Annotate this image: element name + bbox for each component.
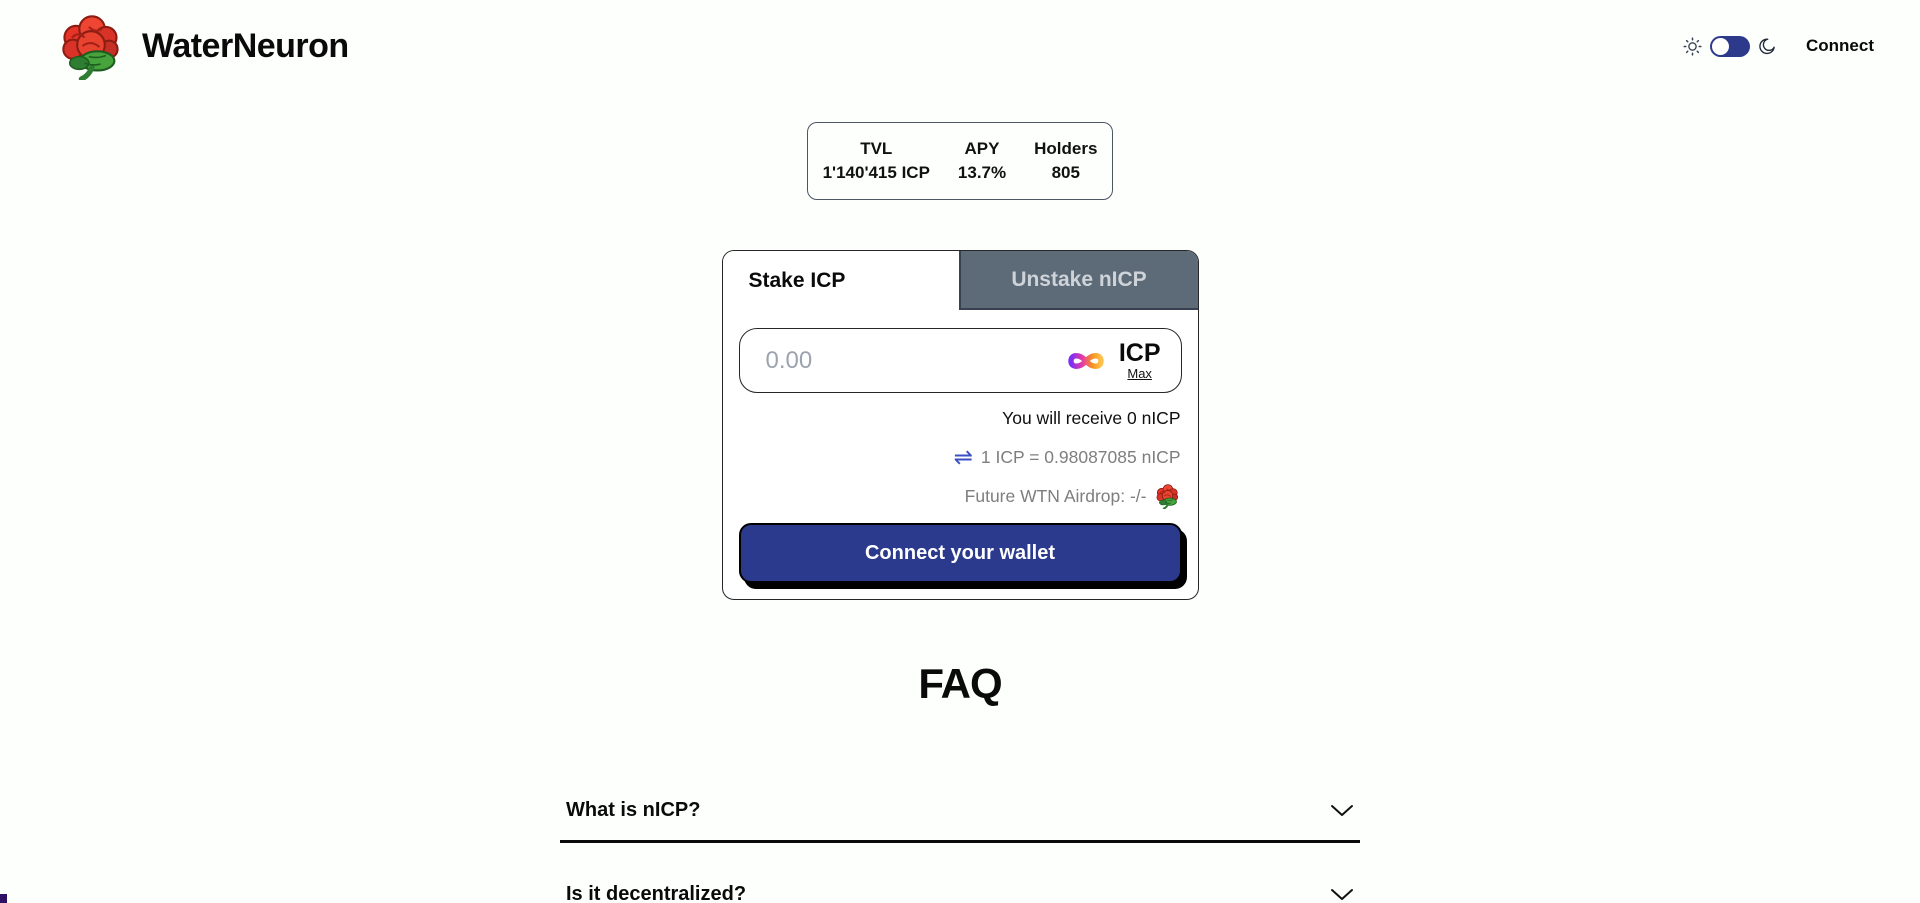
stat-label: Holders [1034, 139, 1098, 158]
faq-heading: FAQ [918, 660, 1002, 707]
stat-apy [958, 139, 1006, 183]
wtn-brain-icon [1154, 483, 1181, 509]
tab-stake-icp[interactable]: Stake ICP [723, 251, 959, 310]
token-meta [1118, 338, 1161, 381]
brand-name: WaterNeuron [142, 26, 349, 65]
stat-value: 1'140'415 ICP [822, 163, 930, 182]
swap-arrows-icon[interactable]: ⇌ [953, 444, 973, 470]
chevron-down-icon [1330, 888, 1354, 901]
sun-icon [1683, 37, 1702, 56]
icp-infinity-logo [1063, 348, 1109, 374]
stat-label: APY [964, 139, 1000, 158]
corner-artifact [0, 894, 7, 903]
staking-tabs [723, 251, 1198, 310]
exchange-rate-row [740, 445, 1181, 469]
waterneuron-brain-logo [54, 12, 128, 80]
faq-question: What is nICP? [566, 799, 701, 821]
receive-estimate: You will receive 0 nICP [1002, 408, 1181, 428]
airdrop-text: Future WTN Airdrop: -/- [964, 485, 1147, 506]
app-header [0, 0, 1920, 92]
exchange-rate-text: 1 ICP = 0.98087085 nICP [980, 447, 1181, 467]
moon-icon [1758, 37, 1776, 55]
amount-input[interactable] [740, 347, 1063, 375]
amount-input-row [739, 328, 1182, 393]
chevron-down-icon [1330, 804, 1354, 817]
stat-tvl [823, 139, 930, 183]
staking-card [722, 250, 1199, 600]
token-cluster [1063, 338, 1181, 381]
theme-toggle-group [1683, 36, 1776, 57]
faq-list [560, 759, 1360, 903]
stats-box [807, 122, 1113, 200]
faq-question: Is it decentralized? [566, 883, 747, 903]
token-symbol: ICP [1118, 338, 1161, 367]
header-actions [1683, 36, 1874, 57]
faq-item-decentralized[interactable] [560, 843, 1360, 903]
theme-toggle-switch[interactable] [1710, 36, 1750, 57]
max-button[interactable]: Max [1127, 365, 1152, 381]
stat-label: TVL [860, 139, 893, 158]
faq-item-what-is-nicp[interactable] [560, 759, 1360, 840]
connect-button[interactable]: Connect [1806, 36, 1874, 55]
stat-holders [1034, 139, 1097, 183]
stat-value: 805 [1051, 163, 1080, 182]
airdrop-row [740, 483, 1181, 509]
brand[interactable] [54, 12, 349, 80]
stat-value: 13.7% [957, 163, 1007, 182]
tab-unstake-nicp[interactable]: Unstake nICP [959, 251, 1198, 310]
connect-wallet-button[interactable]: Connect your wallet [739, 523, 1182, 583]
toggle-knob [1712, 38, 1729, 55]
